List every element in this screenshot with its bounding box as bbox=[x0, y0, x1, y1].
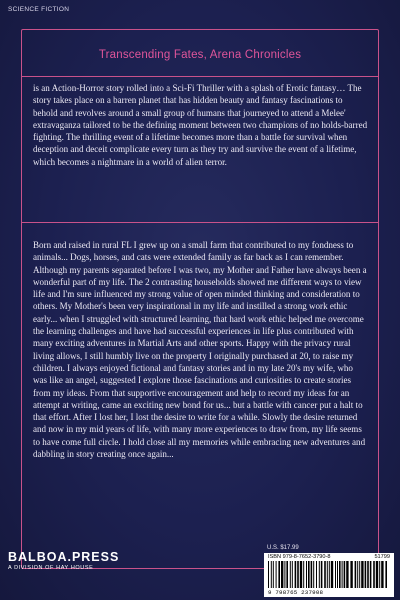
barcode-number: 9 798765 237908 bbox=[268, 589, 324, 596]
author-bio-text: Born and raised in rural FL I grew up on a small farm that contributed to my fondness to animals... Dogs, horses, and cats were extended family as far back as I can remember. Although my parents separated before I was two, my Mother and Father have always been a wonderful part of my life. The 2 contrasting households showed me different ways to view life and I'm sure influenced my strong value of open minded thinking and consideration to others. My Mother's been very inspirational in my life and instilled a strong work ethic early... when I struggled with structured learning, that hard work ethic helped me overcome the learning challenges and have had successful experiences in life plus contributed with many exciting adventures in Martial Arts and other sports. Happy with the privacy rural living allows, I still humbly live on the property I originally purchased at 20, to raise my children. I always enjoyed fictional and fantasy stories and in my late 20's my wife, who was like an angel, suggested I explore those fascinations and curiosities to create stories from my ideas. From that supportive encouragement and help to record my ideas for an attempt at writing, came an exciting new bond for us... but a battle with cancer put a halt to that effort. After I lost her, I lost the desire to write for a while. Slowly the desire returned and now in my mid years of life, with many more experiences to draw from, my life seems to have come full circle. I hold close all my memories while embracing new adventures and dabbling in story creating once again... bbox=[33, 240, 367, 460]
genre-label: SCIENCE FICTION bbox=[8, 6, 70, 13]
publisher-logo bbox=[8, 550, 119, 571]
section-divider bbox=[21, 222, 379, 223]
book-title: Transcending Fates, Arena Chronicles bbox=[98, 49, 302, 61]
publisher-name: BALBOA.PRESS bbox=[8, 550, 120, 564]
isbn-text: ISBN 979-8-7652-3790-8 bbox=[268, 554, 331, 560]
barcode-bars-icon bbox=[268, 561, 390, 588]
title-divider bbox=[21, 76, 379, 77]
publisher-subtitle: A DIVISION OF HAY HOUSE bbox=[8, 565, 94, 571]
price-label: U.S. $17.99 bbox=[267, 545, 299, 551]
price-code-text: 51799 bbox=[374, 554, 390, 560]
synopsis-text: is an Action-Horror story rolled into a Sci-Fi Thriller with a splash of Erotic fantasy… The story takes place on a barren planet that has hidden beauty and fantasy fascinations to behold and revolves around a small group of humans that journeyed to attend a Melee' extravaganza tailored to be the defining moment between two champions of no holds-barred fighting. The thrilling event of a lifetime becomes more than a battle for survival when deception and deceit complicate every turn as they try and survive the event of a lifetime, which becomes a nightmare in a world of alien terror. bbox=[33, 83, 368, 167]
barcode bbox=[264, 553, 394, 597]
